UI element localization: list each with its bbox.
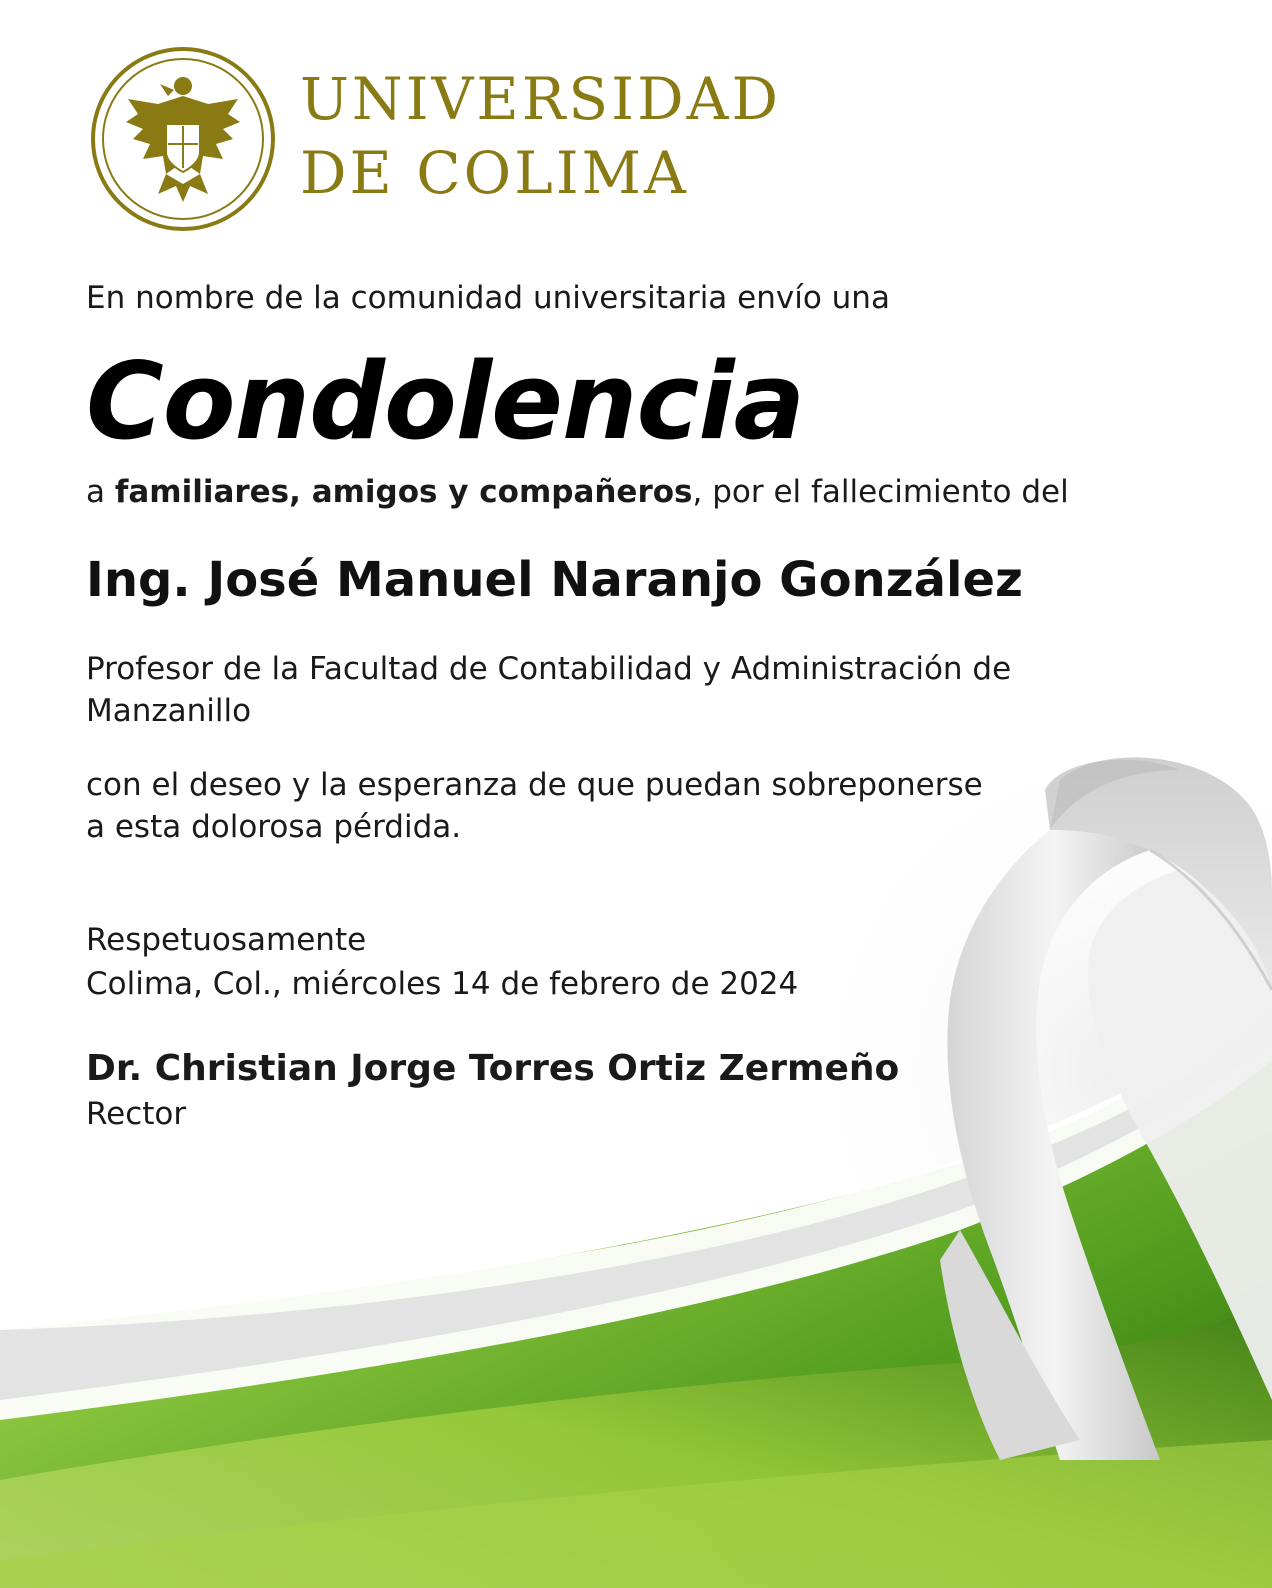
- place-date: Colima, Col., miércoles 14 de febrero de 2024: [86, 966, 799, 1002]
- deceased-position: Profesor de la Facultad de Contabilidad y Administración de Manzanillo: [86, 651, 1012, 729]
- university-name-line1: UNIVERSIDAD: [300, 65, 781, 133]
- deceased-name: Ing. José Manuel Naranjo González: [86, 552, 1023, 608]
- wish-line-2: a esta dolorosa pérdida.: [86, 809, 462, 845]
- recipients-bold: familiares, amigos y compañeros: [114, 474, 693, 510]
- headline-condolencia: Condolencia: [86, 340, 805, 463]
- intro-text: En nombre de la comunidad universitaria envío una: [86, 280, 890, 316]
- university-seal-icon: [88, 44, 278, 234]
- recipients-prefix: a: [86, 474, 115, 510]
- condolence-wish: [86, 764, 1036, 848]
- recipients-suffix: , por el fallecimiento del: [692, 474, 1069, 510]
- university-logo: [88, 44, 781, 234]
- closing-block: [86, 918, 798, 1006]
- recipients-text: [86, 474, 1069, 510]
- wish-line-1: con el deseo y la esperanza de que puedan sobreponerse: [86, 767, 983, 803]
- closing-text: Respetuosamente: [86, 922, 367, 958]
- signer-name: Dr. Christian Jorge Torres Ortiz Zermeño: [86, 1048, 900, 1089]
- university-wordmark: [300, 62, 781, 210]
- signer-title: Rector: [86, 1096, 187, 1132]
- university-name-line2: DE COLIMA: [300, 139, 689, 207]
